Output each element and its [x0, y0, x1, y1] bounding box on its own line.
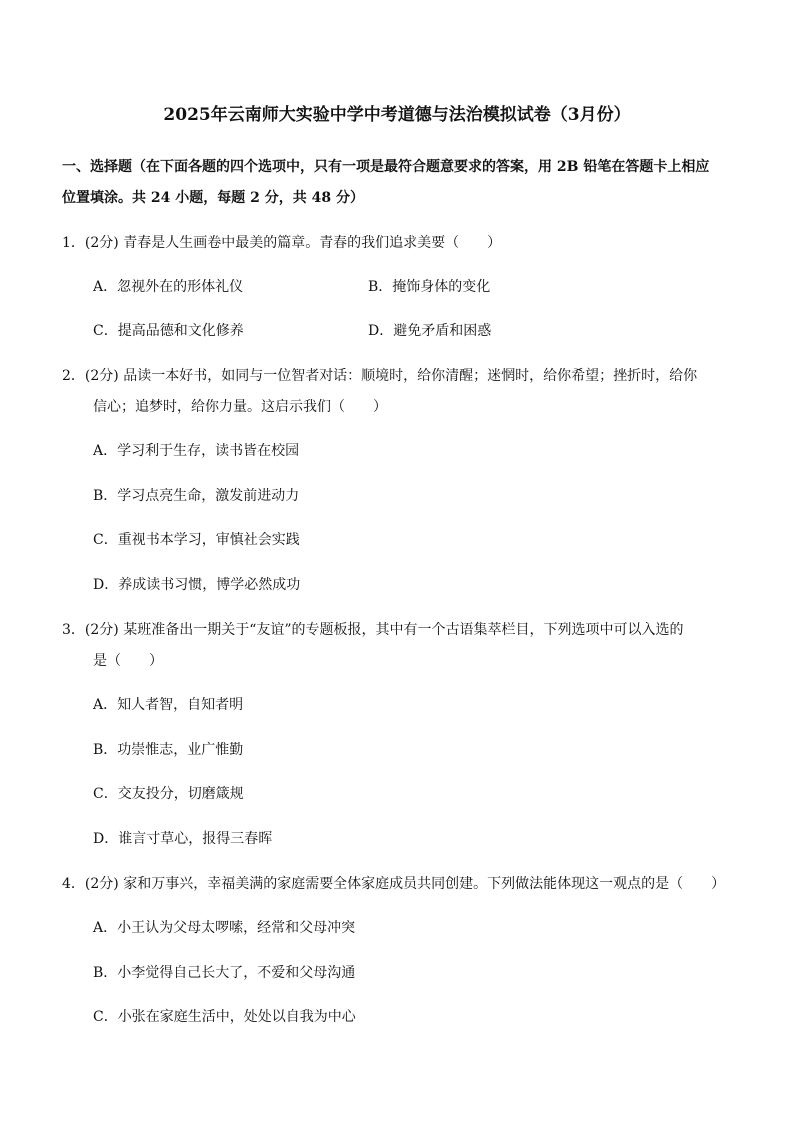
question-3-stem-line2: 是（ ） — [93, 653, 163, 669]
question-1-option-c: C．提高品德和文化修养 — [93, 323, 244, 339]
question-2-stem-line2: 信心；追梦时，给你力量。这启示我们（ ） — [93, 399, 387, 415]
question-1-option-a: A．忽视外在的形体礼仪 — [93, 279, 244, 295]
question-2-option-b: B．学习点亮生命，激发前进动力 — [93, 488, 300, 504]
question-3-option-d: D．谁言寸草心，报得三春晖 — [93, 831, 273, 847]
section1-instructions-line1: 一、选择题（在下面各题的四个选项中，只有一项是最符合题意要求的答案，用 2B 铅笔在答题卡上相应 — [62, 159, 710, 175]
question-3-option-b: B．功崇惟志，业广惟勤 — [93, 742, 244, 758]
question-4-option-a: A．小王认为父母太啰嗦，经常和父母冲突 — [93, 920, 356, 936]
question-2-option-d: D．养成读书习惯，博学必然成功 — [93, 577, 301, 593]
question-4-stem: 4．(2分) 家和万事兴，幸福美满的家庭需要全体家庭成员共同创建。下列做法能体现这一观点的是（ ） — [62, 876, 726, 892]
question-1-option-b: B．掩饰身体的变化 — [368, 279, 491, 295]
question-4-option-c: C．小张在家庭生活中，处处以自我为中心 — [93, 1009, 356, 1025]
question-1-stem: 1．(2分) 青春是人生画卷中最美的篇章。青春的我们追求美要（ ） — [62, 235, 502, 251]
question-1-option-d: D．避免矛盾和困惑 — [368, 323, 492, 339]
question-3-option-c: C．交友投分，切磨箴规 — [93, 786, 244, 802]
question-2-stem-line1: 2．(2分) 品读一本好书，如同与一位智者对话：顺境时，给你清醒；迷惘时，给你希望；挫折时，给你 — [62, 368, 698, 384]
question-2-option-a: A．学习利于生存，读书皆在校园 — [93, 443, 300, 459]
question-3-option-a: A．知人者智，自知者明 — [93, 697, 244, 713]
exam-title: 2025年云南师大实验中学中考道德与法治模拟试卷（3月份） — [163, 105, 631, 125]
question-3-stem-line1: 3．(2分) 某班准备出一期关于“友谊”的专题板报，其中有一个古语集萃栏目，下列选项中可以入选的 — [62, 622, 684, 638]
question-2-option-c: C．重视书本学习，审慎社会实践 — [93, 532, 300, 548]
question-4-option-b: B．小李觉得自己长大了，不爱和父母沟通 — [93, 965, 356, 981]
section1-instructions-line2: 位置填涂。共 24 小题，每题 2 分，共 48 分） — [62, 190, 364, 206]
